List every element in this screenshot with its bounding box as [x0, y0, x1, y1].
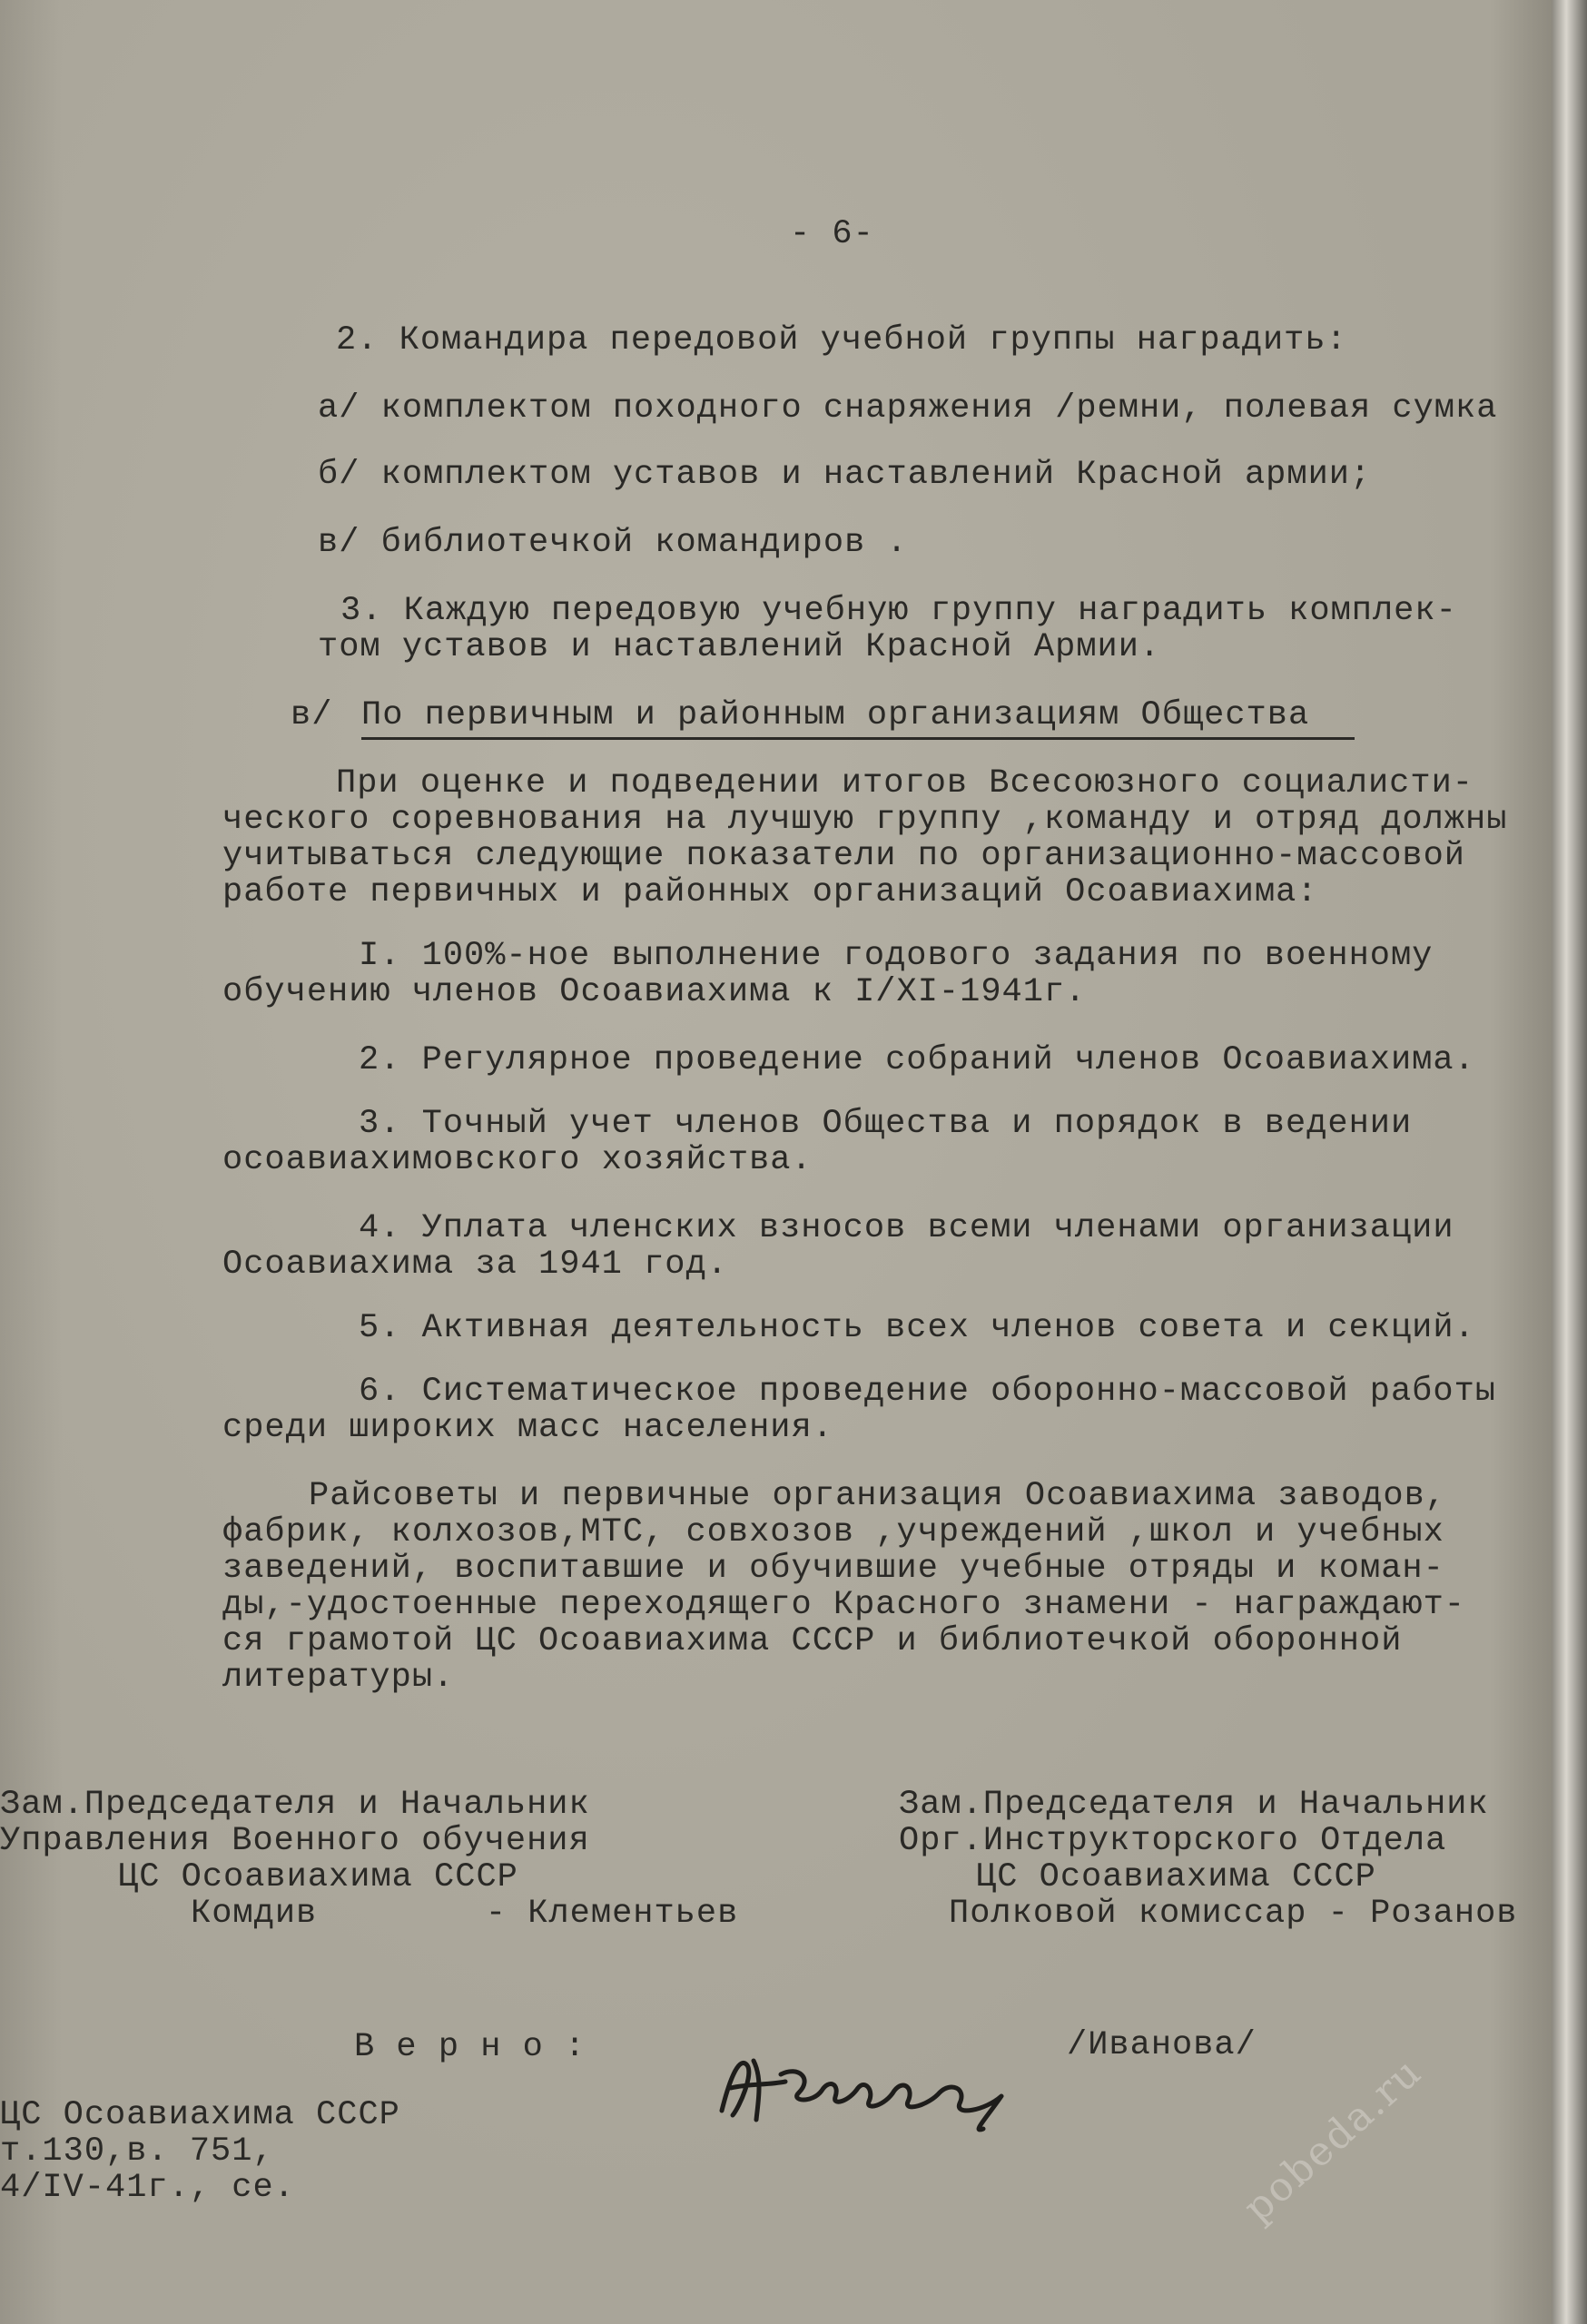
closing-line-2: фабрик, колхозов,МТС, совхозов ,учреждений ,школ и учебных — [222, 1513, 1444, 1551]
right-signature-line4: Полковой комиссар - Розанов — [949, 1895, 1518, 1933]
footer-line3: 4/IV-41г., се. — [0, 2169, 295, 2207]
item-2a: а/ комплектом походного снаряжения /ремни, полевая сумка — [318, 389, 1498, 428]
criterion-4-line2: Осоавиахима за 1941 год. — [222, 1246, 728, 1284]
page-edge — [1552, 0, 1587, 2324]
closing-line-5: ся грамотой ЦС Осоавиахима СССР и библиотечкой оборонной — [222, 1622, 1403, 1660]
right-signature-line3: ЦС Осоавиахима СССР — [976, 1858, 1376, 1896]
item-2b: б/ комплектом уставов и наставлений Красной армии; — [318, 456, 1372, 494]
closing-line-6: литературы. — [222, 1659, 455, 1697]
page-number: - 6- — [790, 215, 874, 253]
item-2-heading: 2. Командира передовой учебной группы наградить: — [336, 321, 1347, 359]
criterion-4-line1: 4. Уплата членских взносов всеми членами организации — [359, 1209, 1454, 1247]
left-signature-line2: Управления Военного обучения — [0, 1822, 590, 1860]
footer-line1: ЦС Осоавиахима СССР — [0, 2096, 400, 2134]
right-signature-line1: Зам.Председателя и Начальник — [899, 1786, 1489, 1824]
criterion-5: 5. Активная деятельность всех членов совета и секций. — [359, 1309, 1475, 1347]
item-2c: в/ библиотечкой командиров . — [318, 524, 908, 562]
closing-line-1: Райсоветы и первичные организация Осоавиахима заводов, — [309, 1477, 1446, 1515]
criterion-3-line1: 3. Точный учет членов Общества и порядок в ведении — [359, 1105, 1413, 1143]
criterion-1-line2: обучению членов Осоавиахима к I/XI-1941г. — [222, 973, 1087, 1011]
criterion-6-line1: 6. Систематическое проведение оборонно-массовой работы — [359, 1373, 1496, 1411]
certification-label: В е р н о : — [354, 2028, 586, 2066]
right-signature-line2: Орг.Инструкторского Отдела — [899, 1822, 1447, 1860]
left-signature-line4: Комдив - Клементьев — [191, 1895, 739, 1933]
criterion-3-line2: осоавиахимовского хозяйства. — [222, 1141, 813, 1179]
intro-line-4: работе первичных и районных организаций Осоавиахима: — [222, 873, 1318, 911]
intro-line-2: ческого соревнования на лучшую группу ,команду и отряд должны — [222, 801, 1508, 839]
section-b-prefix: в/ — [291, 696, 333, 734]
criterion-1-line1: I. 100%-ное выполнение годового задания по военному — [359, 937, 1434, 975]
criterion-6-line2: среди широких масс населения. — [222, 1409, 833, 1447]
section-b-heading: По первичным и районным организациям Общества — [361, 697, 1355, 740]
closing-line-3: заведений, воспитавшие и обучившие учебные отряды и коман- — [222, 1550, 1444, 1588]
item-3-line2: том уставов и наставлений Красной Армии. — [318, 628, 1161, 666]
left-signature-line1: Зам.Председателя и Начальник — [0, 1786, 590, 1824]
footer-line2: т.130,в. 751, — [0, 2132, 274, 2171]
left-signature-line3: ЦС Осоавиахима СССР — [118, 1858, 518, 1896]
certification-name: /Иванова/ — [1067, 2026, 1257, 2064]
criterion-2: 2. Регулярное проведение собраний членов Осоавиахима. — [359, 1041, 1475, 1079]
item-3-line1: 3. Каждую передовую учебную группу наградить комплек- — [340, 592, 1457, 630]
intro-line-1: При оценке и подведении итогов Всесоюзного социалисти- — [336, 764, 1474, 803]
closing-line-4: ды,-удостоенные переходящего Красного знамени - награждают- — [222, 1586, 1466, 1624]
watermark: pobeda.ru — [1235, 2048, 1431, 2231]
handwritten-signature — [713, 2038, 1058, 2138]
intro-line-3: учитываться следующие показатели по организационно-массовой — [222, 837, 1466, 875]
